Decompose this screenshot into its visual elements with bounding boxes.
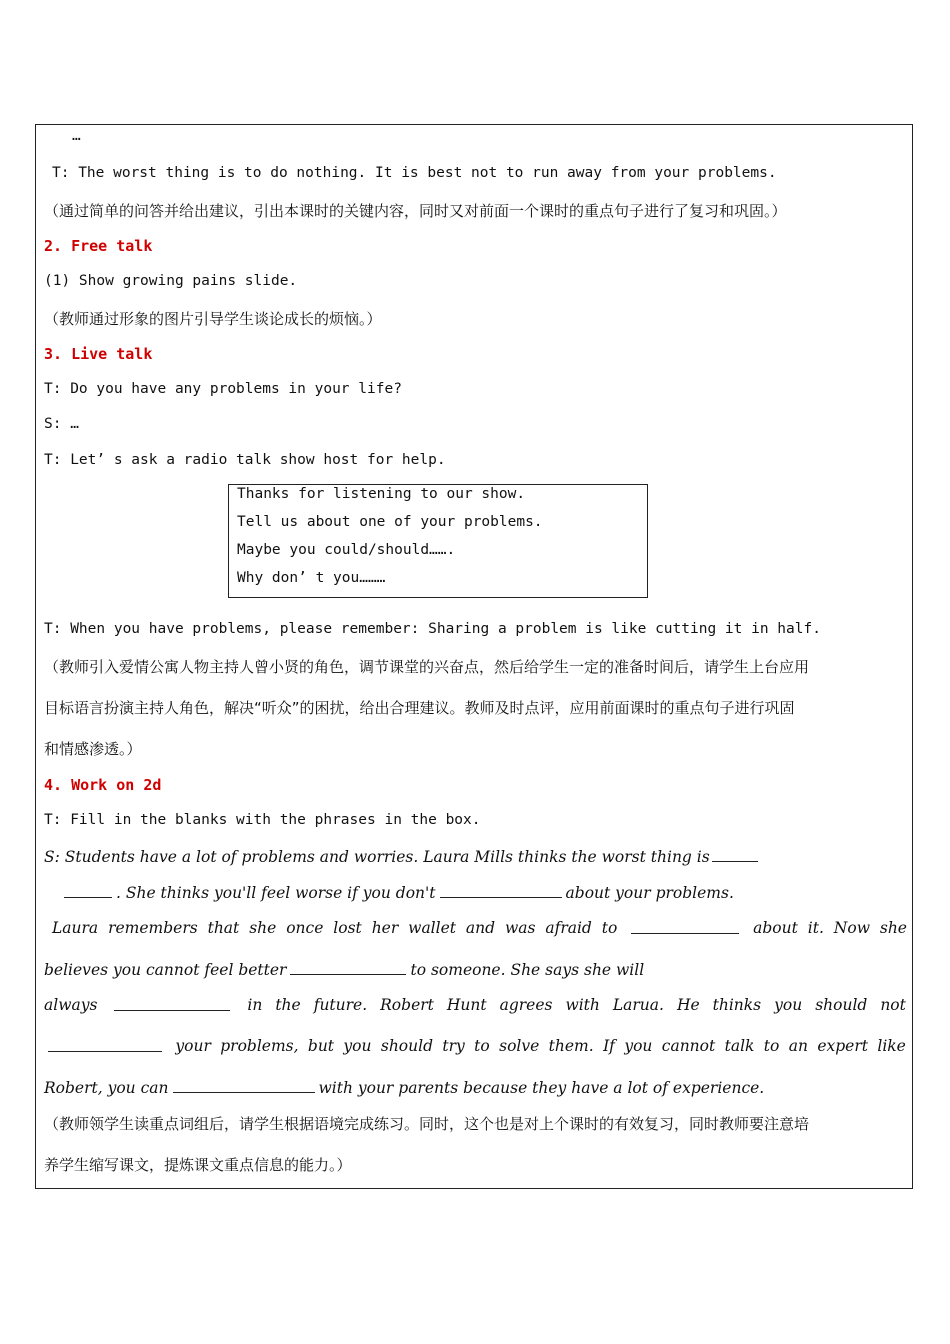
passage-word: thinks <box>712 996 762 1014</box>
passage-word: Hunt <box>446 996 487 1014</box>
heading-live-talk: 3. Live talk <box>44 345 153 363</box>
passage-word: and <box>465 919 496 937</box>
teacher-line-sharing: T: When you have problems, please remember: Sharing a problem is like cutting it in half. <box>44 621 821 637</box>
passage-line-7 <box>44 1078 764 1097</box>
passage-word: about <box>753 919 798 937</box>
passage-word: not <box>880 996 906 1014</box>
box-line: Tell us about one of your problems. <box>237 514 543 530</box>
passage-word: you <box>624 1037 653 1055</box>
passage-word: try <box>442 1037 465 1055</box>
passage-word: agrees <box>499 996 553 1014</box>
passage-word: was <box>504 919 536 937</box>
passage-text: about your problems. <box>565 884 734 902</box>
note-intro: （通过简单的问答并给出建议，引出本课时的关键内容，同时又对前面一个课时的重点句子进行了复习和巩固。） <box>44 202 787 220</box>
passage-word: once <box>286 919 324 937</box>
passage-word: you <box>774 996 803 1014</box>
answer-blank[interactable] <box>48 1037 162 1052</box>
passage-word: solve <box>499 1037 540 1055</box>
passage-word: but <box>307 1037 335 1055</box>
passage-word: to <box>601 919 618 937</box>
passage-text: to someone. She says she will <box>410 961 645 979</box>
passage-word: always <box>44 996 98 1014</box>
answer-blank[interactable] <box>114 996 230 1011</box>
ellipsis-line: … <box>72 128 81 144</box>
note-work-2d-1: （教师领学生读重点词组后，请学生根据语境完成练习。同时，这个也是对上个课时的有效复习，同时教师要注意培 <box>44 1115 810 1133</box>
passage-word: it. <box>807 919 824 937</box>
passage-word: to <box>474 1037 490 1055</box>
passage-word: He <box>676 996 700 1014</box>
passage-word: in <box>247 996 263 1014</box>
heading-work-2d: 4. Work on 2d <box>44 776 162 794</box>
passage-word: you <box>343 1037 372 1055</box>
passage-word: remembers <box>108 919 198 937</box>
passage-line-4 <box>44 960 644 979</box>
passage-line-6 <box>44 1037 906 1055</box>
passage-word: with <box>565 996 600 1014</box>
passage-word: should <box>380 1037 434 1055</box>
passage-text: believes you cannot feel better <box>44 961 287 979</box>
passage-word: future. <box>313 996 368 1014</box>
answer-blank[interactable] <box>64 883 112 898</box>
answer-blank[interactable] <box>440 883 562 898</box>
passage-word: the <box>275 996 301 1014</box>
note-live-talk-3: 和情感渗透。） <box>44 740 142 758</box>
box-line: Why don’ t you……… <box>237 570 386 586</box>
student-line: S: … <box>44 416 79 432</box>
passage-word: an <box>788 1037 808 1055</box>
passage-word: talk <box>724 1037 755 1055</box>
passage-word: cannot <box>661 1037 716 1055</box>
passage-word: problems, <box>220 1037 299 1055</box>
passage-word: should <box>815 996 868 1014</box>
passage-line-5 <box>44 996 906 1014</box>
passage-line-3 <box>52 919 907 937</box>
note-work-2d-2: 养学生缩写课文，提炼课文重点信息的能力。） <box>44 1156 352 1174</box>
teacher-line-fill-blanks: T: Fill in the blanks with the phrases in the box. <box>44 812 481 828</box>
phrase-box <box>228 484 648 598</box>
passage-word: Now <box>833 919 870 937</box>
passage-word: wallet <box>408 919 456 937</box>
teacher-line-problems: T: Do you have any problems in your life? <box>44 381 402 397</box>
passage-word: expert <box>817 1037 868 1055</box>
passage-word: them. <box>548 1037 594 1055</box>
answer-blank[interactable] <box>173 1078 315 1093</box>
answer-blank[interactable] <box>712 847 758 862</box>
note-free-talk: （教师通过形象的图片引导学生谈论成长的烦恼。） <box>44 310 382 328</box>
passage-text: . She thinks you'll feel worse if you don't <box>116 884 436 902</box>
box-line: Maybe you could/should……. <box>237 542 456 558</box>
passage-text: S: Students have a lot of problems and worries. Laura Mills thinks the worst thing is <box>44 848 710 866</box>
passage-word: she <box>249 919 277 937</box>
note-live-talk-2: 目标语言扮演主持人角色，解决“听众”的困扰，给出合理建议。教师及时点评，应用前面课时的重点句子进行巩固 <box>44 699 795 717</box>
step-growing-pains: (1) Show growing pains slide. <box>44 273 298 289</box>
box-line: Thanks for listening to our show. <box>237 486 526 502</box>
passage-text: with your parents because they have a lot of experience. <box>318 1079 765 1097</box>
passage-word: Robert <box>380 996 434 1014</box>
passage-word: that <box>207 919 240 937</box>
answer-blank[interactable] <box>631 919 739 934</box>
passage-word: Larua. <box>612 996 664 1014</box>
passage-word: her <box>371 919 399 937</box>
passage-text: Robert, you can <box>44 1079 169 1097</box>
passage-word: afraid <box>545 919 592 937</box>
passage-word: she <box>879 919 907 937</box>
passage-word: your <box>175 1037 211 1055</box>
passage-line-1 <box>44 847 762 866</box>
teacher-line-worst-thing: T: The worst thing is to do nothing. It is best not to run away from your problems. <box>52 165 777 181</box>
answer-blank[interactable] <box>290 960 406 975</box>
passage-word: lost <box>333 919 362 937</box>
passage-word: to <box>763 1037 780 1055</box>
heading-free-talk: 2. Free talk <box>44 237 153 255</box>
passage-word: like <box>877 1037 906 1055</box>
passage-word: If <box>603 1037 615 1055</box>
passage-word: Laura <box>52 919 99 937</box>
teacher-line-radio: T: Let’ s ask a radio talk show host for help. <box>44 452 446 468</box>
note-live-talk-1: （教师引入爱情公寓人物主持人曾小贤的角色，调节课堂的兴奋点，然后给学生一定的准备时间后，请学生上台应用 <box>44 658 810 676</box>
passage-line-2 <box>60 883 734 902</box>
